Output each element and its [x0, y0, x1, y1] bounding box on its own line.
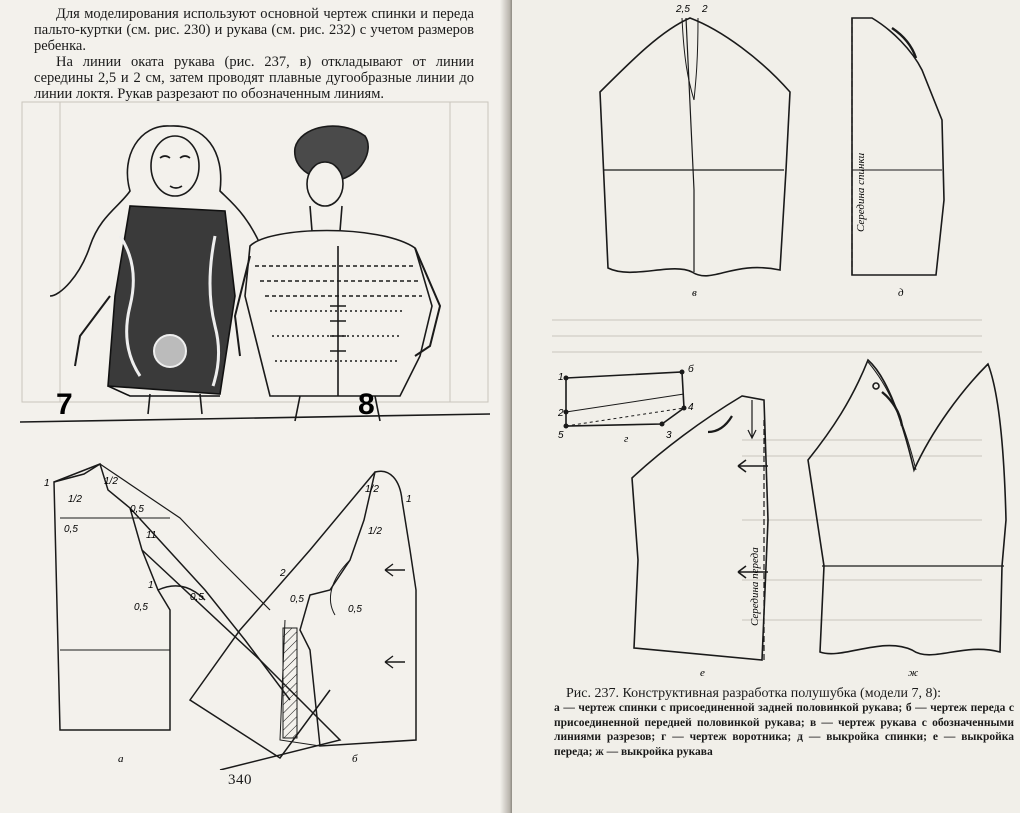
draft-b-mark-1: 1 [406, 494, 412, 505]
collar-point-2: 2 [558, 408, 564, 419]
collar-point-5: 5 [558, 430, 564, 441]
draft-a-mark-half-2: 1/2 [104, 476, 118, 487]
model-7-figure [50, 126, 265, 414]
intro-paragraph-1: Для моделирования используют основной чертеж спинки и переда пальто-куртки (см. рис. 230) и рукава (см. рис. 232) с учетом размеров ребенка. [34, 6, 474, 54]
figure-caption-body: а — чертеж спинки с присоединенной задней половинкой рукава; б — чертеж переда с присоединенной передней половинкой рукава; в — чертеж рукава с обозначенными линиями разрезов; г — чертеж воротника; д — выкройка спинки; е — выкройка переда; ж — выкройка рукава [554, 702, 1014, 758]
draft-v-label: в [692, 287, 697, 299]
collar-point-3: 3 [666, 430, 672, 441]
draft-a-label: а [118, 753, 124, 765]
draft-a-mark-1: 1 [44, 478, 50, 489]
draft-b-label: б [352, 753, 358, 765]
draft-b-mark-0-5: 0,5 [290, 594, 304, 605]
figure-caption-title: Рис. 237. Конструктивная разработка полушубка (модели 7, 8): [566, 686, 942, 701]
draft-b-mark-2: 2 [280, 568, 286, 579]
middle-front-label: Середина переда [749, 547, 761, 626]
drafts-v-d-g-e-zh [512, 0, 1020, 700]
draft-a-mark-0-5-b: 0,5 [130, 504, 144, 515]
figure-caption [554, 686, 1014, 759]
model-8-label: 8 [358, 388, 375, 421]
draft-d-outline [852, 18, 944, 275]
draft-a-mark-1-b: 1 [148, 580, 154, 591]
draft-a-mark-0-5-c: 0,5 [134, 602, 148, 613]
draft-e-label: е [700, 667, 705, 679]
draft-g-label: г [624, 433, 629, 445]
models-illustration [20, 96, 490, 426]
right-page [512, 0, 1020, 813]
model-8-figure [235, 126, 440, 421]
draft-b-mark-0-5-b: 0,5 [348, 604, 362, 615]
drafts-a-b [30, 440, 500, 770]
middle-back-label: Середина спинки [855, 152, 867, 232]
draft-b-mark-half-2: 1/2 [368, 526, 382, 537]
draft-v-mark-2: 2 [702, 4, 708, 15]
collar-point-6: б [688, 364, 694, 375]
draft-zh-label: ж [908, 667, 919, 679]
draft-a-mark-11: 11 [146, 530, 157, 541]
page-number: 340 [228, 772, 252, 788]
intro-text [34, 6, 474, 102]
draft-a-mark-0-5: 0,5 [64, 524, 78, 535]
draft-v-outline [600, 18, 790, 276]
illustration-divider [20, 414, 490, 422]
draft-zh-outline [808, 360, 1006, 655]
model-7-label: 7 [56, 388, 73, 421]
intro-paragraph-2: На линии оката рукава (рис. 237, в) откладывают от линии середины 2,5 и 2 см, затем проводят плавные дугообразные линии до линии локтя. Рукав разрезают по обозначенным линиям. [34, 54, 474, 102]
draft-g-outline [566, 372, 684, 426]
draft-d-label: д [898, 287, 904, 299]
collar-point-1: 1 [558, 372, 564, 383]
draft-a-mark-0-5-d: 0,5 [190, 592, 204, 603]
left-page [0, 0, 508, 813]
draft-v-mark-2-5: 2,5 [676, 4, 690, 15]
draft-a-mark-half-1: 1/2 [68, 494, 82, 505]
collar-point-4: 4 [688, 402, 694, 413]
draft-b-mark-half: 1/2 [365, 484, 379, 495]
